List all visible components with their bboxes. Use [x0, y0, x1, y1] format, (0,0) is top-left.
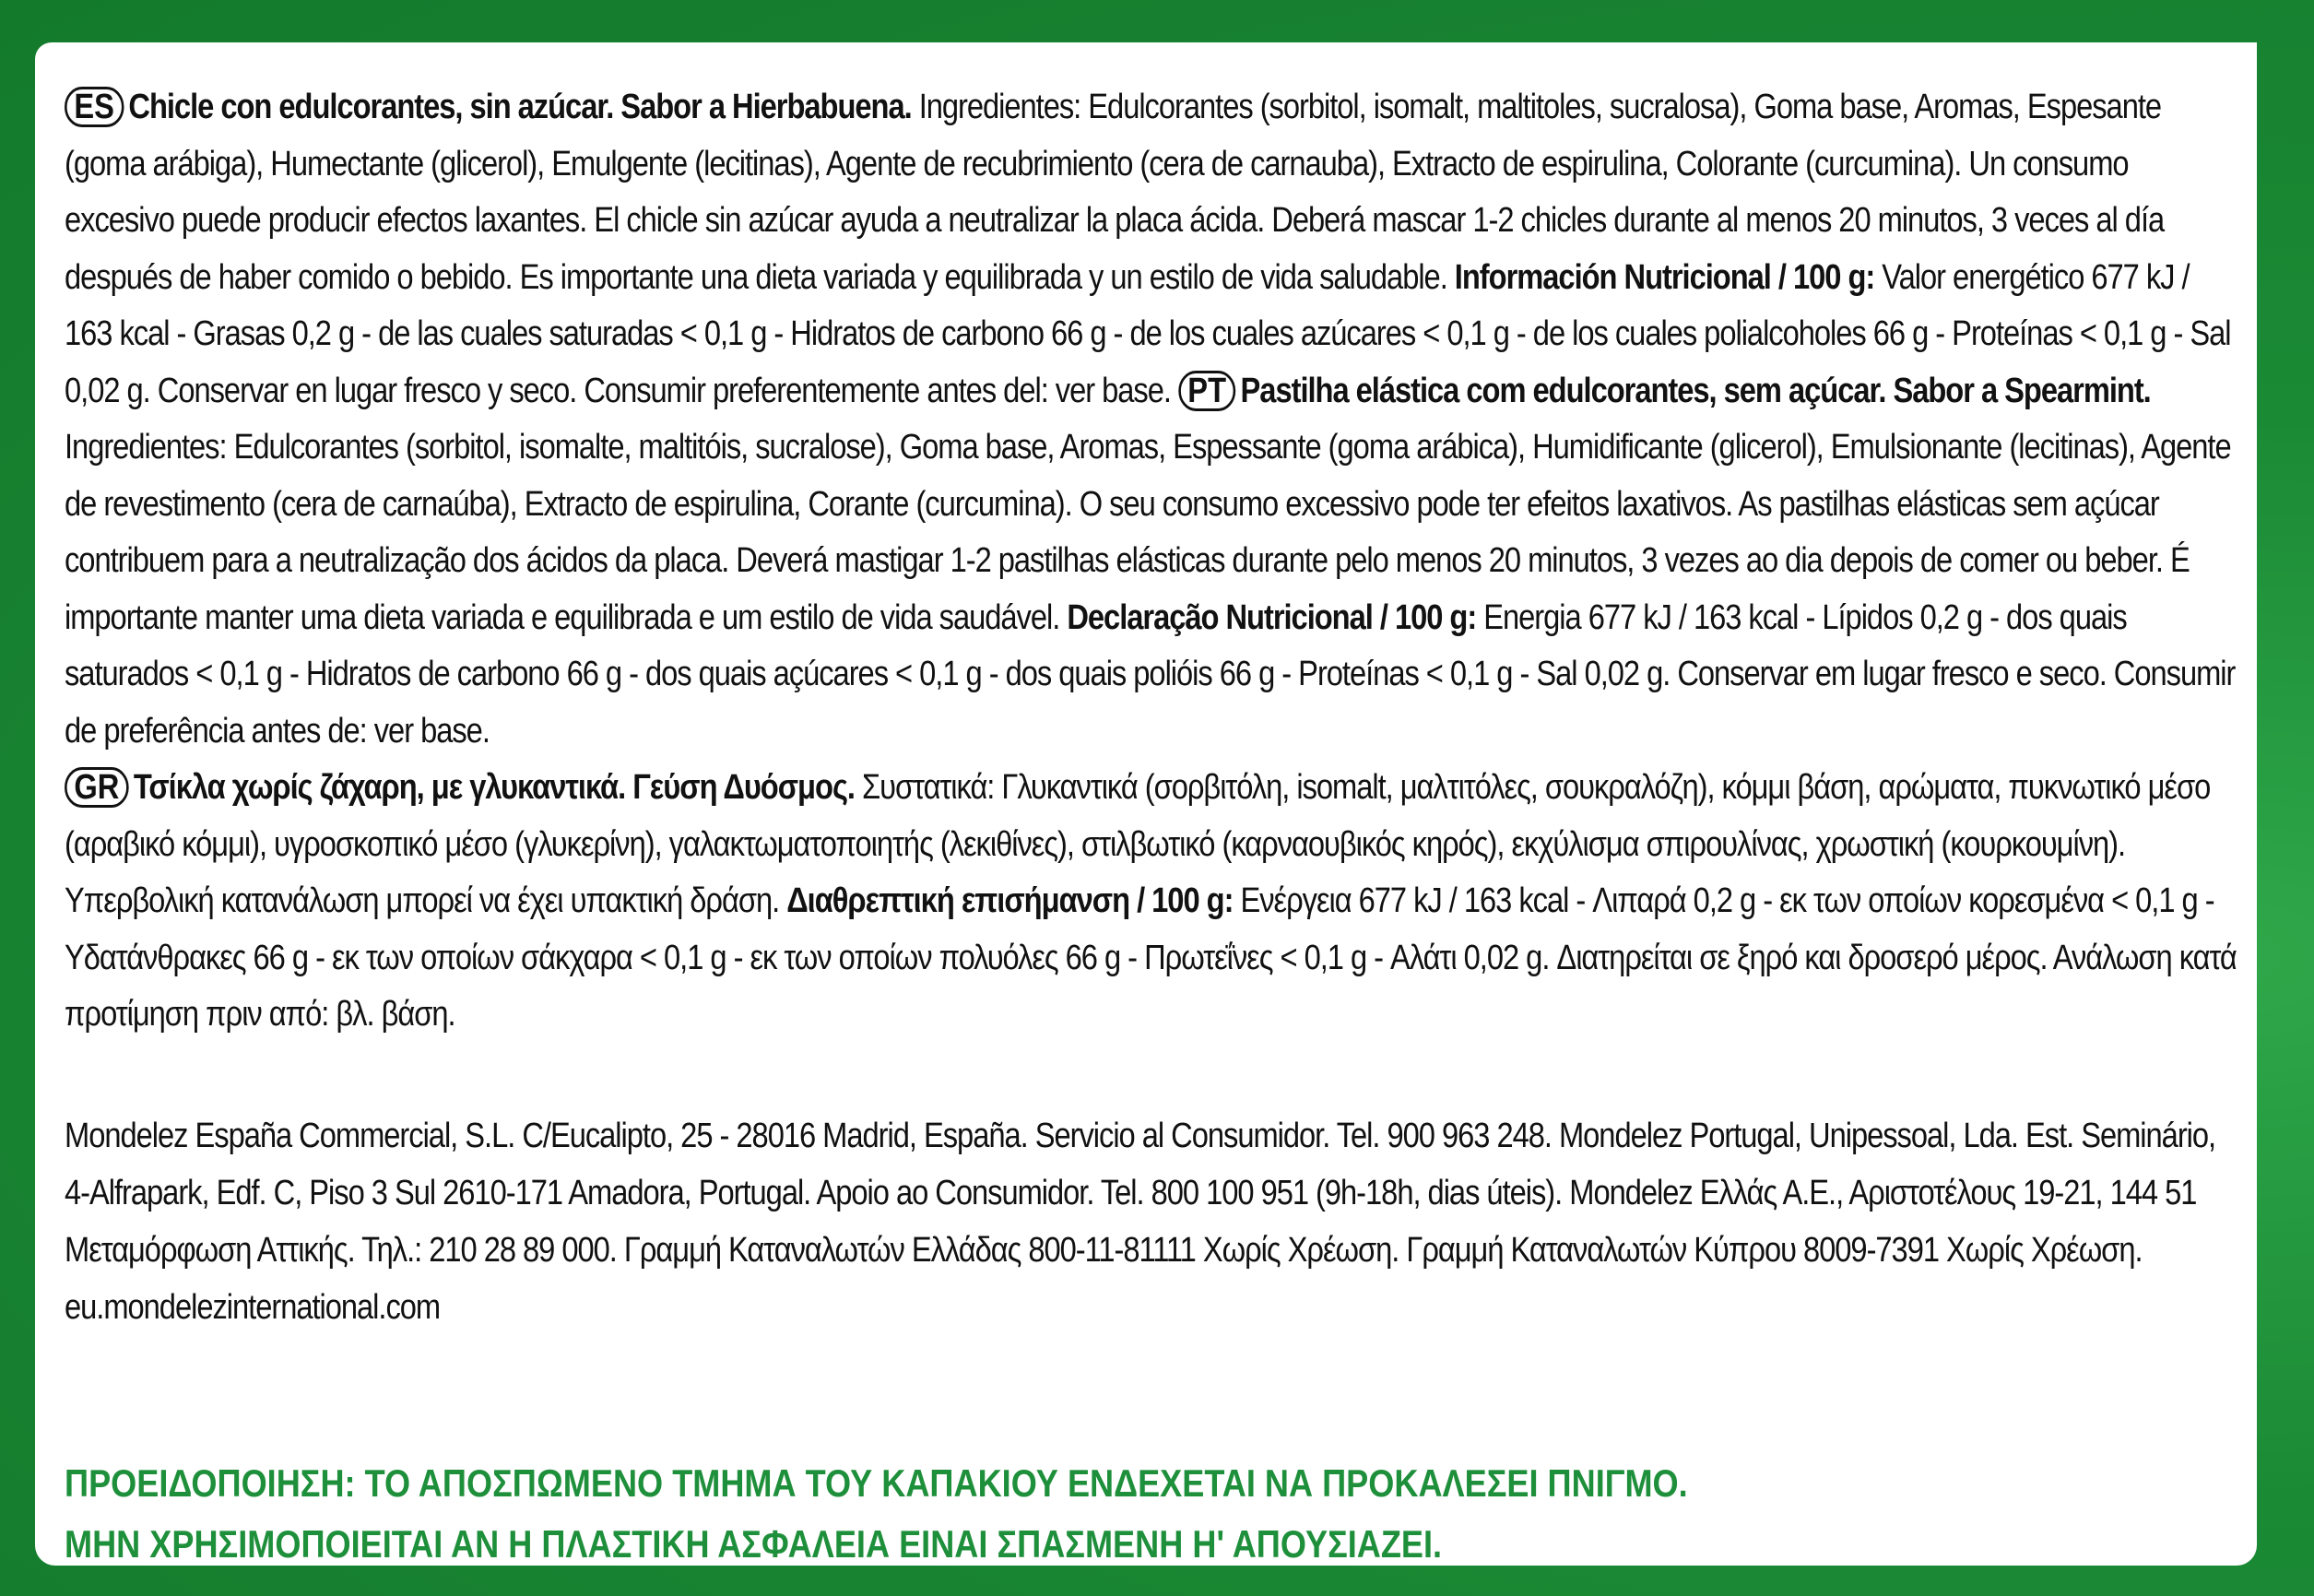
badge-gr: GR: [65, 767, 129, 808]
warning-line-2: ΜΗΝ ΧΡΗΣΙΜΟΠΟΙΕΙΤΑΙ ΑΝ Η ΠΛΑΣΤΙΚΗ ΑΣΦΑΛΕΙΑ ΕΙΝΑΙ ΣΠΑΣΜΕΝΗ Η' ΑΠΟΥΣΙΑΖΕΙ.: [65, 1522, 1443, 1566]
es-nutrition: Valor energético 677 kJ / 163 kcal - Grasas 0,2 g - de las cuales saturadas < 0,1 g - Hidratos de carbono 66 g - de los cuales azúcares < 0,1 g - de los cuales polialcoholes 66 g - Proteínas < 0,1 g - Sal 0,02 g. Conservar en lugar fresco y seco. Consumir preferentemente antes del: ver base.: [65, 257, 2231, 410]
choking-warning: [65, 1453, 1688, 1566]
gr-nutrition: Ενέργεια 677 kJ / 163 kcal - Λιπαρά 0,2 g - εκ των οποίων κορεσμένα < 0,1 g - Υδατάνθρακες 66 g - εκ των οποίων σάκχαρα < 0,1 g - εκ των οποίων πολυόλες 66 g - Πρωτεΐνες < 0,1 g - Αλάτι 0,02 g. Διατηρείται σε ξηρό και δροσερό μέρος. Ανάλωση κατά προτίμηση πριν από: βλ. βάση.: [65, 881, 2237, 1034]
badge-pt: PT: [1178, 371, 1235, 411]
gr-ingredients: Συστατικά: Γλυκαντικά (σορβιτόλη, isomalt, μαλτιτόλες, σουκραλόζη), κόμμι βάση, αρώματα, πυκνωτικό μέσο (αραβικό κόμμι), υγροσκοπικό μέσο (γλυκερίνη), γαλακτωματοποιητής (λεκιθίνες), στιλβωτικό (καρναουβικός κηρός), εκχύλισμα σπιρουλίνας, χρωστική (κουρκουμίνη). Υπερβολική κατανάλωση μπορεί να έχει υπακτική δράση.: [65, 768, 2211, 920]
gr-nutrition-title: Διαθρεπτική επισήμανση / 100 g:: [786, 881, 1234, 920]
es-ingredients: Ingredientes: Edulcorantes (sorbitol, isomalt, maltitoles, sucralosa), Goma base, Aromas, Espesante (goma arábiga), Humectante (glicerol), Emulgente (lecitinas), Agente de recubrimiento (cera de carnauba), Extracto de espirulina, Colorante (curcumina). Un consumo excesivo puede producir efectos laxantes. El chicle sin azúcar ayuda a neutralizar la placa ácida. Deberá mascar 1-2 chicles durante al menos 20 minutos, 3 veces al día después de haber comido o bebido. Es importante una dieta variada y equilibrada y un estilo de vida saludable.: [65, 88, 2165, 297]
es-product-title: Chicle con edulcorantes, sin azúcar. Sabor a Hierbabuena.: [128, 88, 912, 126]
label-panel: [35, 42, 2257, 1566]
ingredients-text: [65, 79, 2237, 1044]
pt-nutrition-title: Declaração Nutricional / 100 g:: [1067, 597, 1477, 637]
pt-product-title: Pastilha elástica com edulcorantes, sem açúcar. Sabor a Spearmint.: [1240, 371, 2151, 410]
warning-line-1: ΠΡΟΕΙΔΟΠΟΙΗΣΗ: ΤΟ ΑΠΟΣΠΩΜΕΝΟ ΤΜΗΜΑ ΤΟΥ ΚΑΠΑΚΙΟΥ ΕΝΔΕΧΕΤΑΙ ΝΑ ΠΡΟΚΑΛΕΣΕΙ ΠΝΙΓΜΟ.: [65, 1461, 1688, 1505]
pt-ingredients: Ingredientes: Edulcorantes (sorbitol, isomalte, maltitóis, sucralose), Goma base, Aromas, Espessante (goma arábica), Humidificante (glicerol), Emulsionante (lecitinas), Agente de revestimento (cera de carnaúba), Extracto de espirulina, Corante (curcumina). O seu consumo excessivo pode ter efeitos laxativos. As pastilhas elásticas sem açúcar contribuem para a neutralização dos ácidos da placa. Deverá mastigar 1-2 pastilhas elásticas durante pelo menos 20 minutos, 3 vezes ao dia depois de comer ou beber. É importante manter uma dieta variada e equilibrada e um estilo de vida saudável.: [65, 428, 2231, 637]
company-address: Mondelez España Commercial, S.L. C/Eucalipto, 25 - 28016 Madrid, España. Servicio al Consumidor. Tel. 900 963 248. Mondelez Portugal, Unipessoal, Lda. Est. Seminário, 4-Alfrapark, Edf. C, Piso 3 Sul 2610-171 Amadora, Portugal. Apoio ao Consumidor. Tel. 800 100 951 (9h-18h, dias úteis). Mondelez Ελλάς Α.Ε., Αριστοτέλους 19-21, 144 51 Μεταμόρφωση Αττικής. Τηλ.: 210 28 89 000. Γραμμή Καταναλωτών Ελλάδας 800-11-81111 Χωρίς Χρέωση. Γραμμή Καταναλωτών Κύπρου 8009-7391 Χωρίς Χρέωση. eu.mondelezinternational.com: [65, 1117, 2216, 1327]
badge-es: ES: [65, 87, 124, 127]
gr-product-title: Τσίκλα χωρίς ζάχαρη, με γλυκαντικά. Γεύση Δυόσμος.: [133, 768, 855, 807]
es-nutrition-title: Información Nutricional / 100 g:: [1454, 257, 1875, 297]
pt-nutrition: Energia 677 kJ / 163 kcal - Lípidos 0,2 g - dos quais saturados < 0,1 g - Hidratos de carbono 66 g - dos quais açúcares < 0,1 g - dos quais polióis 66 g - Proteínas < 0,1 g - Sal 0,02 g. Conservar em lugar fresco e seco. Consumir de preferência antes de: ver base.: [65, 597, 2236, 751]
